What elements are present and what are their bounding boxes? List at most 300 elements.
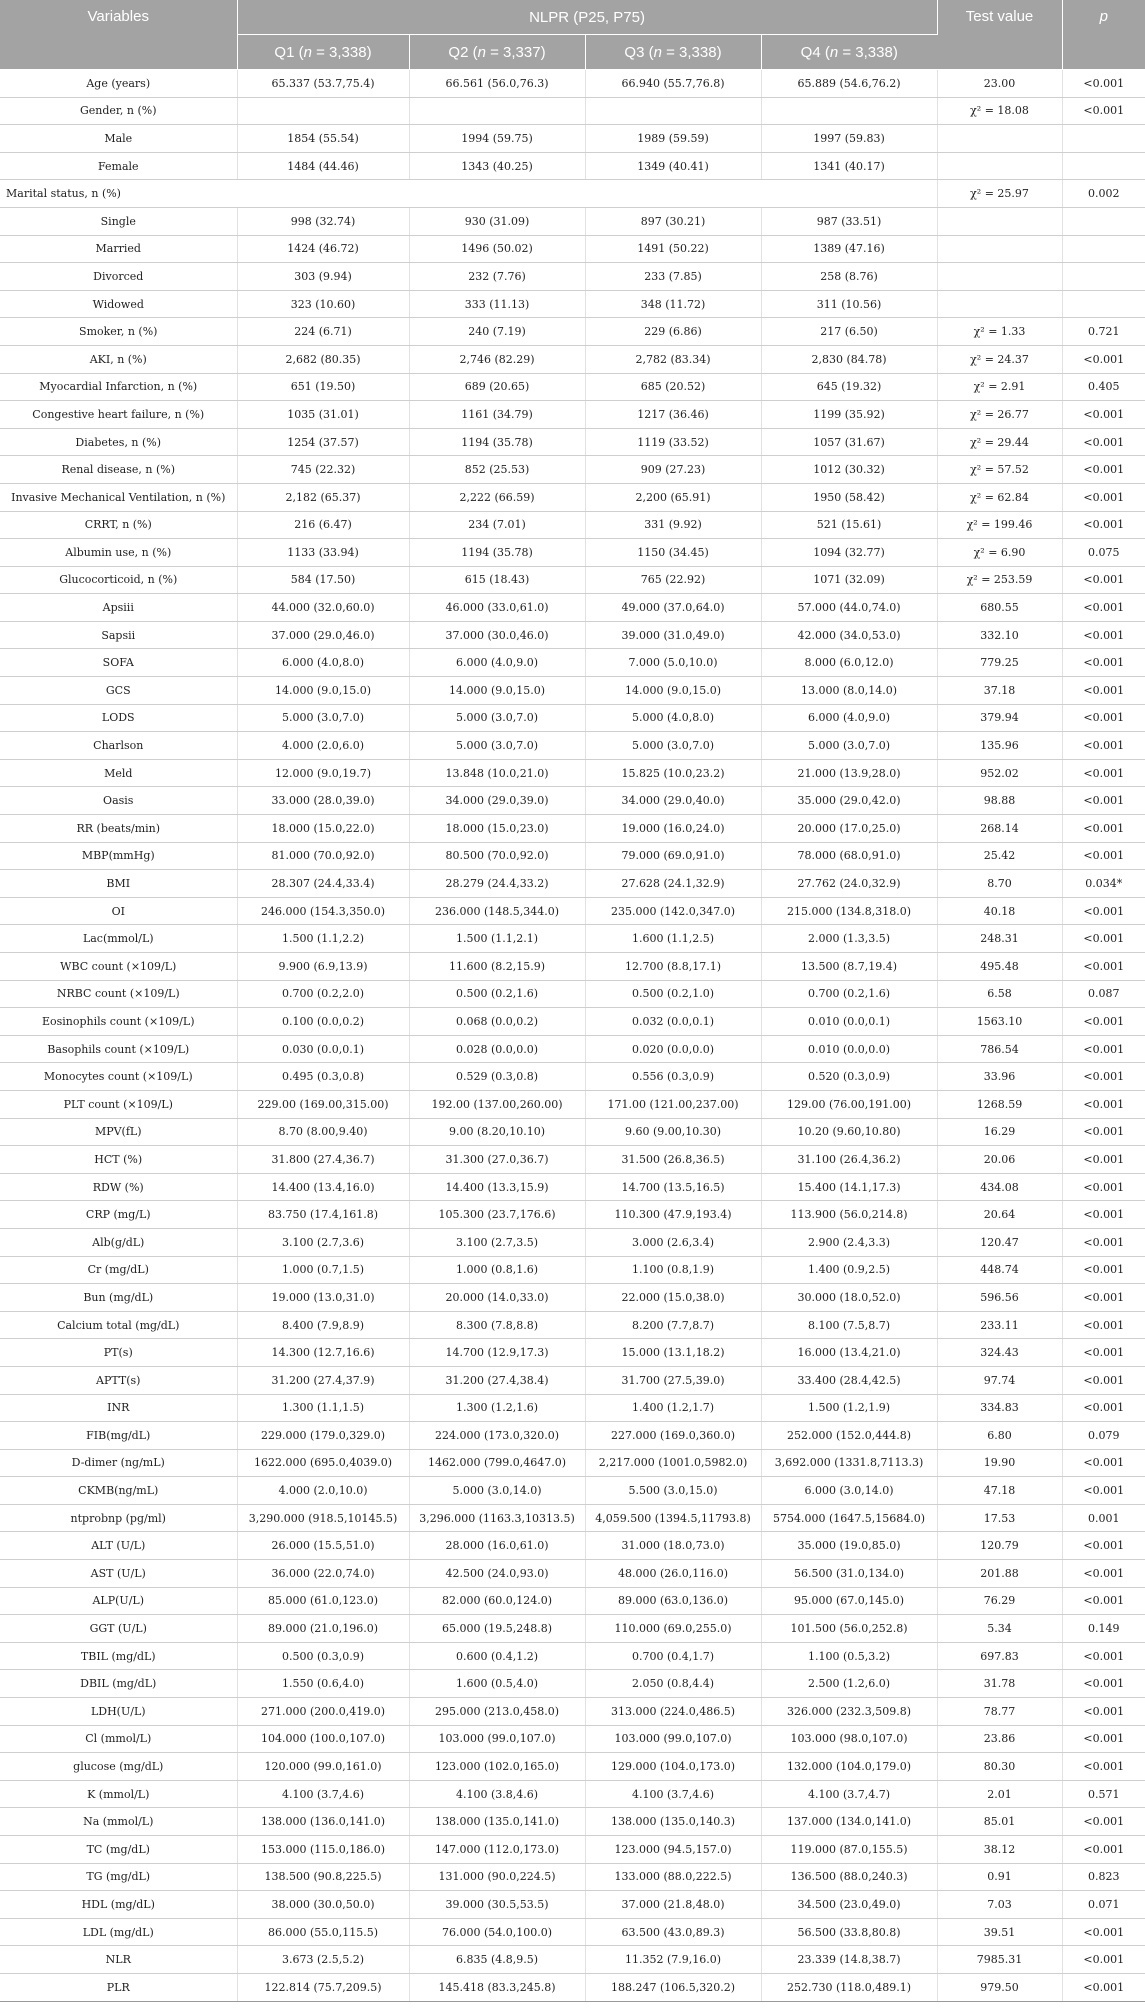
cell-q3: 233 (7.85) [585,263,761,291]
cell-p: <0.001 [1062,1753,1145,1781]
cell-variable: Cl (mmol/L) [0,1725,237,1753]
cell-q2: 123.000 (102.0,165.0) [409,1753,585,1781]
cell-q1: 14.400 (13.4,16.0) [237,1173,409,1201]
cell-q1: 65.337 (53.7,75.4) [237,70,409,98]
table-row [0,511,1145,539]
cell-q3: 1.100 (0.8,1.9) [585,1256,761,1284]
cell-test-value: χ² = 253.59 [937,566,1062,594]
cell-test-value: 7985.31 [937,1946,1062,1974]
table-row [0,704,1145,732]
table-row [0,649,1145,677]
table-row [0,1532,1145,1560]
cell-test-value: χ² = 2.91 [937,373,1062,401]
cell-test-value: 7.03 [937,1891,1062,1919]
cell-q2: 240 (7.19) [409,318,585,346]
table-row [0,70,1145,98]
cell-test-value: χ² = 26.77 [937,401,1062,429]
cell-q4: 35.000 (19.0,85.0) [761,1532,937,1560]
cell-q1: 4.000 (2.0,6.0) [237,732,409,760]
cell-q2: 0.500 (0.2,1.6) [409,980,585,1008]
cell-q4: 42.000 (34.0,53.0) [761,621,937,649]
table-row [0,373,1145,401]
cell-q2: 3.100 (2.7,3.5) [409,1228,585,1256]
cell-q3: 31.700 (27.5,39.0) [585,1366,761,1394]
cell-p: <0.001 [1062,815,1145,843]
cell-p: <0.001 [1062,1836,1145,1864]
cell-q1: 1254 (37.57) [237,428,409,456]
cell-p: 0.001 [1062,1504,1145,1532]
cell-p: <0.001 [1062,1311,1145,1339]
cell-q2: 5.000 (3.0,7.0) [409,704,585,732]
cell-q3: 909 (27.23) [585,456,761,484]
cell-q3: 138.000 (135.0,140.3) [585,1808,761,1836]
cell-q3: 49.000 (37.0,64.0) [585,594,761,622]
table-row [0,318,1145,346]
cell-p: <0.001 [1062,70,1145,98]
table-row [0,1973,1145,2001]
cell-p: <0.001 [1062,1670,1145,1698]
cell-test-value: 697.83 [937,1642,1062,1670]
cell-q2: 76.000 (54.0,100.0) [409,1918,585,1946]
cell-test-value: 17.53 [937,1504,1062,1532]
cell-q1: 31.200 (27.4,37.9) [237,1366,409,1394]
cell-q2: 65.000 (19.5,248.8) [409,1615,585,1643]
cell-variable: PT(s) [0,1339,237,1367]
cell-variable: Marital status, n (%) [0,180,937,208]
cell-q1: 1622.000 (695.0,4039.0) [237,1449,409,1477]
cell-q4: 16.000 (13.4,21.0) [761,1339,937,1367]
cell-q3: 15.000 (13.1,18.2) [585,1339,761,1367]
cell-q4: 521 (15.61) [761,511,937,539]
cell-test-value: 23.86 [937,1725,1062,1753]
cell-q3: 8.200 (7.7,8.7) [585,1311,761,1339]
cell-q3: 63.500 (43.0,89.3) [585,1918,761,1946]
cell-q3: 103.000 (99.0,107.0) [585,1725,761,1753]
cell-q1: 271.000 (200.0,419.0) [237,1698,409,1726]
cell-q1: 998 (32.74) [237,207,409,235]
cell-test-value: 37.18 [937,677,1062,705]
cell-test-value: 33.96 [937,1063,1062,1091]
cell-q1: 224 (6.71) [237,318,409,346]
cell-p: <0.001 [1062,1477,1145,1505]
cell-q2: 37.000 (30.0,46.0) [409,621,585,649]
cell-q3: 129.000 (104.0,173.0) [585,1753,761,1781]
cell-q2: 5.000 (3.0,14.0) [409,1477,585,1505]
cell-test-value: 952.02 [937,759,1062,787]
cell-q2: 138.000 (135.0,141.0) [409,1808,585,1836]
cell-test-value: 120.79 [937,1532,1062,1560]
cell-q1: 31.800 (27.4,36.7) [237,1146,409,1174]
cell-q1: 36.000 (22.0,74.0) [237,1560,409,1588]
cell-q3: 1349 (40.41) [585,152,761,180]
cell-test-value: χ² = 25.97 [937,180,1062,208]
cell-p: <0.001 [1062,677,1145,705]
table-row [0,152,1145,180]
cell-variable: TG (mg/dL) [0,1863,237,1891]
cell-test-value: 324.43 [937,1339,1062,1367]
cell-q3: 5.500 (3.0,15.0) [585,1477,761,1505]
cell-variable: APTT(s) [0,1366,237,1394]
cell-q2: 1.300 (1.2,1.6) [409,1394,585,1422]
cell-q2: 42.500 (24.0,93.0) [409,1560,585,1588]
cell-q2: 31.200 (27.4,38.4) [409,1366,585,1394]
cell-variable: MBP(mmHg) [0,842,237,870]
cell-q2: 232 (7.76) [409,263,585,291]
cell-p: <0.001 [1062,1228,1145,1256]
cell-q3: 685 (20.52) [585,373,761,401]
cell-q1: 2,182 (65.37) [237,483,409,511]
cell-test-value: 47.18 [937,1477,1062,1505]
cell-variable: BMI [0,870,237,898]
table-row [0,1504,1145,1532]
cell-q2: 0.028 (0.0,0.0) [409,1035,585,1063]
cell-q3: 89.000 (63.0,136.0) [585,1587,761,1615]
cell-q4: 1094 (32.77) [761,539,937,567]
cell-test-value: 5.34 [937,1615,1062,1643]
cell-test-value: 268.14 [937,815,1062,843]
cell-variable: glucose (mg/dL) [0,1753,237,1781]
table-row [0,1836,1145,1864]
table-row [0,897,1145,925]
cell-variable: HDL (mg/dL) [0,1891,237,1919]
cell-q3: 3.000 (2.6,3.4) [585,1228,761,1256]
table-row [0,1118,1145,1146]
cell-p: <0.001 [1062,1366,1145,1394]
cell-q4: 215.000 (134.8,318.0) [761,897,937,925]
cell-test-value: 248.31 [937,925,1062,953]
cell-p: <0.001 [1062,1284,1145,1312]
cell-p: <0.001 [1062,842,1145,870]
cell-q1: 246.000 (154.3,350.0) [237,897,409,925]
table-row [0,842,1145,870]
cell-p: <0.001 [1062,621,1145,649]
cell-q4: 1950 (58.42) [761,483,937,511]
cell-q1: 86.000 (55.0,115.5) [237,1918,409,1946]
cell-q3: 1150 (34.45) [585,539,761,567]
cell-q3: 4,059.500 (1394.5,11793.8) [585,1504,761,1532]
cell-q3: 765 (22.92) [585,566,761,594]
table-row [0,1063,1145,1091]
cell-p: <0.001 [1062,759,1145,787]
cell-p: <0.001 [1062,1090,1145,1118]
cell-test-value: 76.29 [937,1587,1062,1615]
cell-q3: 2,782 (83.34) [585,345,761,373]
cell-variable: NRBC count (×109/L) [0,980,237,1008]
header-q4-label: Q4 ( [800,43,830,61]
cell-p: 0.721 [1062,318,1145,346]
cell-q3: 79.000 (69.0,91.0) [585,842,761,870]
cell-q3: 0.700 (0.4,1.7) [585,1642,761,1670]
header-q1 [237,35,409,70]
cell-p: 0.087 [1062,980,1145,1008]
table-row [0,207,1145,235]
cell-q3: 1119 (33.52) [585,428,761,456]
cell-q1: 122.814 (75.7,209.5) [237,1973,409,2001]
cell-q3: 5.000 (4.0,8.0) [585,704,761,732]
cell-test-value: χ² = 29.44 [937,428,1062,456]
cell-q1: 33.000 (28.0,39.0) [237,787,409,815]
cell-q1: 4.100 (3.7,4.6) [237,1780,409,1808]
cell-test-value: χ² = 199.46 [937,511,1062,539]
cell-variable: Eosinophils count (×109/L) [0,1008,237,1036]
cell-q1: 1035 (31.01) [237,401,409,429]
cell-variable: K (mmol/L) [0,1780,237,1808]
cell-q4: 30.000 (18.0,52.0) [761,1284,937,1312]
table-row [0,1201,1145,1229]
cell-q2: 28.279 (24.4,33.2) [409,870,585,898]
cell-test-value: 19.90 [937,1449,1062,1477]
cell-q4: 1.100 (0.5,3.2) [761,1642,937,1670]
cell-variable: NLR [0,1946,237,1974]
table-row [0,621,1145,649]
cell-variable: RDW (%) [0,1173,237,1201]
cell-q1: 153.000 (115.0,186.0) [237,1836,409,1864]
cell-q4: 1057 (31.67) [761,428,937,456]
cell-q4: 35.000 (29.0,42.0) [761,787,937,815]
table-row [0,1725,1145,1753]
cell-p: <0.001 [1062,566,1145,594]
cell-variable: GCS [0,677,237,705]
cell-q3: 1.600 (1.1,2.5) [585,925,761,953]
cell-q3: 0.500 (0.2,1.0) [585,980,761,1008]
cell-q1: 44.000 (32.0,60.0) [237,594,409,622]
cell-p: <0.001 [1062,925,1145,953]
cell-q4: 13.000 (8.0,14.0) [761,677,937,705]
cell-p: 0.571 [1062,1780,1145,1808]
cell-q3: 2.050 (0.8,4.4) [585,1670,761,1698]
cell-q1: 323 (10.60) [237,290,409,318]
cell-variable: Invasive Mechanical Ventilation, n (%) [0,483,237,511]
cell-q4: 2.500 (1.2,6.0) [761,1670,937,1698]
cell-test-value [937,125,1062,153]
cell-q4: 95.000 (67.0,145.0) [761,1587,937,1615]
cell-test-value: 23.00 [937,70,1062,98]
cell-q1: 1.000 (0.7,1.5) [237,1256,409,1284]
cell-q4: 326.000 (232.3,509.8) [761,1698,937,1726]
header-q2-n: n [477,43,486,61]
cell-q1: 0.500 (0.3,0.9) [237,1642,409,1670]
header-q4-n: n [829,43,839,61]
cell-q4: 65.889 (54.6,76.2) [761,70,937,98]
cell-q4: 113.900 (56.0,214.8) [761,1201,937,1229]
cell-p [1062,290,1145,318]
cell-variable: RR (beats/min) [0,815,237,843]
cell-q4 [761,97,937,125]
cell-test-value: 779.25 [937,649,1062,677]
cell-test-value: χ² = 24.37 [937,345,1062,373]
cell-test-value: 596.56 [937,1284,1062,1312]
cell-q4: 129.00 (76.00,191.00) [761,1090,937,1118]
cell-variable: Smoker, n (%) [0,318,237,346]
cell-test-value: 979.50 [937,1973,1062,2001]
cell-variable: D-dimer (ng/mL) [0,1449,237,1477]
cell-q3: 348 (11.72) [585,290,761,318]
cell-q4: 6.000 (3.0,14.0) [761,1477,937,1505]
cell-q3: 7.000 (5.0,10.0) [585,649,761,677]
cell-q3: 110.000 (69.0,255.0) [585,1615,761,1643]
cell-variable: AKI, n (%) [0,345,237,373]
cell-q1: 229.00 (169.00,315.00) [237,1090,409,1118]
cell-p: <0.001 [1062,456,1145,484]
cell-variable: FIB(mg/dL) [0,1422,237,1450]
table-row [0,870,1145,898]
cell-p [1062,207,1145,235]
cell-p: 0.149 [1062,1615,1145,1643]
table-row [0,732,1145,760]
cell-q2: 4.100 (3.8,4.6) [409,1780,585,1808]
cell-test-value [937,152,1062,180]
cell-q1: 3.673 (2.5,5.2) [237,1946,409,1974]
cell-p: <0.001 [1062,897,1145,925]
cell-q1: 1.500 (1.1,2.2) [237,925,409,953]
cell-test-value: 135.96 [937,732,1062,760]
cell-q4: 78.000 (68.0,91.0) [761,842,937,870]
header-test-value: Test value [937,0,1062,70]
cell-variable: Diabetes, n (%) [0,428,237,456]
cell-p: <0.001 [1062,401,1145,429]
cell-q3: 19.000 (16.0,24.0) [585,815,761,843]
cell-q4: 4.100 (3.7,4.7) [761,1780,937,1808]
cell-variable: AST (U/L) [0,1560,237,1588]
cell-q2: 1496 (50.02) [409,235,585,263]
cell-q2: 14.000 (9.0,15.0) [409,677,585,705]
cell-q4: 8.100 (7.5,8.7) [761,1311,937,1339]
cell-q1: 120.000 (99.0,161.0) [237,1753,409,1781]
cell-variable: Divorced [0,263,237,291]
cell-variable: Basophils count (×109/L) [0,1035,237,1063]
cell-q2: 295.000 (213.0,458.0) [409,1698,585,1726]
cell-variable: LODS [0,704,237,732]
table-row [0,428,1145,456]
cell-p: <0.001 [1062,1946,1145,1974]
cell-test-value: 1268.59 [937,1090,1062,1118]
cell-p: <0.001 [1062,345,1145,373]
cell-q4: 10.20 (9.60,10.80) [761,1118,937,1146]
cell-q3: 22.000 (15.0,38.0) [585,1284,761,1312]
cell-q2: 66.561 (56.0,76.3) [409,70,585,98]
cell-q4: 252.000 (152.0,444.8) [761,1422,937,1450]
cell-q4: 56.500 (31.0,134.0) [761,1560,937,1588]
cell-q4: 6.000 (4.0,9.0) [761,704,937,732]
cell-q1: 26.000 (15.5,51.0) [237,1532,409,1560]
cell-q4: 23.339 (14.8,38.7) [761,1946,937,1974]
cell-q3 [585,97,761,125]
cell-p [1062,125,1145,153]
cell-variable: OI [0,897,237,925]
cell-q2: 224.000 (173.0,320.0) [409,1422,585,1450]
cell-p: <0.001 [1062,732,1145,760]
cell-variable: Calcium total (mg/dL) [0,1311,237,1339]
cell-q1: 19.000 (13.0,31.0) [237,1284,409,1312]
cell-p: <0.001 [1062,594,1145,622]
table-row [0,1090,1145,1118]
cell-q1: 0.100 (0.0,0.2) [237,1008,409,1036]
cell-q4: 987 (33.51) [761,207,937,235]
table-row [0,539,1145,567]
cell-q1: 12.000 (9.0,19.7) [237,759,409,787]
cell-q3: 2,200 (65.91) [585,483,761,511]
table-header [0,0,1145,70]
cell-q1: 1.550 (0.6,4.0) [237,1670,409,1698]
cell-q4: 132.000 (104.0,179.0) [761,1753,937,1781]
cell-test-value: 786.54 [937,1035,1062,1063]
cell-test-value: 332.10 [937,621,1062,649]
cell-variable: ntprobnp (pg/ml) [0,1504,237,1532]
cell-q1: 38.000 (30.0,50.0) [237,1891,409,1919]
cell-variable: Congestive heart failure, n (%) [0,401,237,429]
cell-test-value: 233.11 [937,1311,1062,1339]
table-row [0,1173,1145,1201]
table-row [0,1780,1145,1808]
cell-variable: Monocytes count (×109/L) [0,1063,237,1091]
cell-q1: 9.900 (6.9,13.9) [237,953,409,981]
cell-q2: 1.000 (0.8,1.6) [409,1256,585,1284]
cell-q4: 5754.000 (1647.5,15684.0) [761,1504,937,1532]
table-row [0,1891,1145,1919]
table-row [0,1670,1145,1698]
cell-p [1062,263,1145,291]
table-row [0,290,1145,318]
cell-variable: Bun (mg/dL) [0,1284,237,1312]
cell-q2: 192.00 (137.00,260.00) [409,1090,585,1118]
cell-test-value: 20.64 [937,1201,1062,1229]
cell-q2: 11.600 (8.2,15.9) [409,953,585,981]
cell-test-value [937,263,1062,291]
cell-variable: PLR [0,1973,237,2001]
cell-q4: 0.520 (0.3,0.9) [761,1063,937,1091]
table-row [0,1008,1145,1036]
cell-variable: INR [0,1394,237,1422]
cell-test-value: 448.74 [937,1256,1062,1284]
cell-q2: 28.000 (16.0,61.0) [409,1532,585,1560]
cell-p: <0.001 [1062,1449,1145,1477]
cell-variable: TBIL (mg/dL) [0,1642,237,1670]
cell-q1: 37.000 (29.0,46.0) [237,621,409,649]
cell-p: <0.001 [1062,1808,1145,1836]
cell-p: <0.001 [1062,1173,1145,1201]
header-q2-label: Q2 ( [448,43,478,61]
cell-test-value: 40.18 [937,897,1062,925]
cell-q1: 14.000 (9.0,15.0) [237,677,409,705]
cell-variable: Alb(g/dL) [0,1228,237,1256]
cell-variable: Renal disease, n (%) [0,456,237,484]
table-row [0,263,1145,291]
cell-test-value [937,235,1062,263]
cell-q1: 138.500 (90.8,225.5) [237,1863,409,1891]
table-row [0,401,1145,429]
cell-variable: TC (mg/dL) [0,1836,237,1864]
cell-q2: 1161 (34.79) [409,401,585,429]
header-q3-count: = 3,338) [661,43,722,61]
cell-test-value: 379.94 [937,704,1062,732]
table-row [0,1311,1145,1339]
cell-q3: 27.628 (24.1,32.9) [585,870,761,898]
cell-test-value: 680.55 [937,594,1062,622]
cell-q4: 13.500 (8.7,19.4) [761,953,937,981]
header-q1-count: = 3,338) [311,43,372,61]
cell-variable: WBC count (×109/L) [0,953,237,981]
cell-q4: 31.100 (26.4,36.2) [761,1146,937,1174]
table-row [0,1808,1145,1836]
cell-test-value [937,207,1062,235]
table-row [0,483,1145,511]
cell-q2: 0.529 (0.3,0.8) [409,1063,585,1091]
table-row [0,1946,1145,1974]
cell-p: <0.001 [1062,1560,1145,1588]
cell-variable: Age (years) [0,70,237,98]
cell-p [1062,235,1145,263]
table-row [0,594,1145,622]
